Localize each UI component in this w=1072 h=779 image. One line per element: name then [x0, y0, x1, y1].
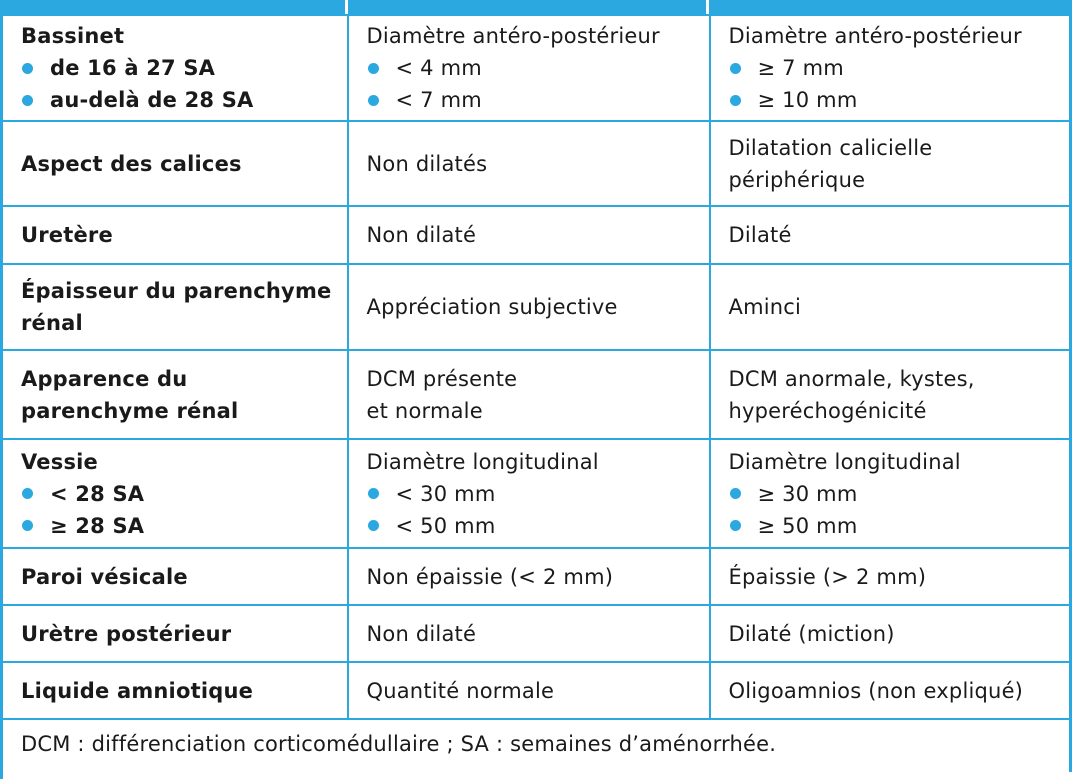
abnormal-cell: [710, 121, 1072, 206]
bullet-dot-icon: [368, 520, 379, 531]
bullet-dot-icon: [368, 63, 379, 74]
row-label-cell: [2, 121, 348, 206]
normal-cell: [348, 206, 710, 264]
table-row: [2, 605, 1072, 662]
bullet-dot-icon: [368, 95, 379, 106]
bullet-item: ≥ 10 mm: [729, 84, 1072, 116]
normal-cell: [348, 15, 710, 121]
bullet-dot-icon: [368, 488, 379, 499]
row-label-cell: [2, 264, 348, 350]
row-label: Bassinet: [21, 20, 347, 52]
row-label: Épaisseur du parenchyme: [21, 275, 347, 307]
row-label: Aspect des calices: [21, 148, 347, 180]
cell-text: Non dilaté: [367, 618, 709, 650]
row-label-cell: [2, 605, 348, 662]
bullet-dot-icon: [730, 63, 741, 74]
bullet-item: ≥ 7 mm: [729, 52, 1072, 84]
table-row: [2, 121, 1072, 206]
footnote-cell: [2, 719, 1072, 779]
abnormal-cell: [710, 15, 1072, 121]
normal-cell: [348, 121, 710, 206]
normal-cell: [348, 350, 710, 439]
abnormal-cell: [710, 548, 1072, 605]
abnormal-cell: [710, 439, 1072, 548]
cell-text: DCM anormale, kystes,: [729, 363, 1072, 395]
header-divider: [706, 0, 709, 15]
cell-text: Épaissie (> 2 mm): [729, 561, 1072, 593]
bullet-dot-icon: [22, 520, 33, 531]
bullet-item: < 50 mm: [367, 510, 709, 542]
header-divider: [345, 0, 348, 15]
bullet-dot-icon: [730, 520, 741, 531]
cell-text: Quantité normale: [367, 675, 709, 707]
row-label-cell: [2, 350, 348, 439]
abnormal-cell: [710, 605, 1072, 662]
abnormal-cell: [710, 662, 1072, 719]
table-row: [2, 15, 1072, 121]
bullet-item: ≥ 50 mm: [729, 510, 1072, 542]
cell-text: Non épaissie (< 2 mm): [367, 561, 709, 593]
table-row: [2, 350, 1072, 439]
cell-text: Dilaté (miction): [729, 618, 1072, 650]
abnormal-cell: [710, 206, 1072, 264]
table-row: [2, 264, 1072, 350]
cell-text: Aminci: [729, 291, 1072, 323]
bullet-dot-icon: [730, 488, 741, 499]
row-label-cell: [2, 206, 348, 264]
table-row: [2, 206, 1072, 264]
row-label: parenchyme rénal: [21, 395, 347, 427]
bullet-item: < 30 mm: [367, 478, 709, 510]
row-label-cell: [2, 439, 348, 548]
abnormal-cell: [710, 350, 1072, 439]
bullet-item: au-delà de 28 SA: [21, 84, 347, 116]
row-label: Paroi vésicale: [21, 561, 347, 593]
normal-cell: [348, 605, 710, 662]
table-row: [2, 439, 1072, 548]
normal-cell: [348, 439, 710, 548]
cell-text: Appréciation subjective: [367, 291, 709, 323]
bullet-dot-icon: [22, 488, 33, 499]
row-label: Liquide amniotique: [21, 675, 347, 707]
cell-text: Dilatation calicielle: [729, 132, 1072, 164]
bullet-item: de 16 à 27 SA: [21, 52, 347, 84]
bullet-dot-icon: [22, 95, 33, 106]
row-label: rénal: [21, 307, 347, 339]
abnormal-cell: [710, 264, 1072, 350]
cell-text: Diamètre longitudinal: [367, 446, 709, 478]
row-label: Urètre postérieur: [21, 618, 347, 650]
cell-text: hyperéchogénicité: [729, 395, 1072, 427]
table-row: [2, 662, 1072, 719]
cell-text: Diamètre antéro-postérieur: [729, 20, 1072, 52]
normal-cell: [348, 662, 710, 719]
bullet-item: < 28 SA: [21, 478, 347, 510]
cell-text: Diamètre longitudinal: [729, 446, 1072, 478]
normal-cell: [348, 548, 710, 605]
footnote-row: [2, 719, 1072, 779]
criteria-table: [0, 14, 1072, 779]
table-row: [2, 548, 1072, 605]
cell-text: Oligoamnios (non expliqué): [729, 675, 1072, 707]
bullet-item: ≥ 30 mm: [729, 478, 1072, 510]
bullet-dot-icon: [730, 95, 741, 106]
row-label-cell: [2, 548, 348, 605]
table-header-band: [0, 0, 1072, 15]
bullet-item: < 4 mm: [367, 52, 709, 84]
row-label: Vessie: [21, 446, 347, 478]
bullet-item: ≥ 28 SA: [21, 510, 347, 542]
row-label: Uretère: [21, 219, 347, 251]
cell-text: Non dilatés: [367, 148, 709, 180]
footnote: DCM : différenciation corticomédullaire ; SA : semaines d’aménorrhée.: [21, 728, 1072, 760]
cell-text: DCM présente: [367, 363, 709, 395]
row-label-cell: [2, 15, 348, 121]
cell-text: et normale: [367, 395, 709, 427]
cell-text: Diamètre antéro-postérieur: [367, 20, 709, 52]
bullet-dot-icon: [22, 63, 33, 74]
bullet-item: < 7 mm: [367, 84, 709, 116]
cell-text: périphérique: [729, 164, 1072, 196]
normal-cell: [348, 264, 710, 350]
cell-text: Dilaté: [729, 219, 1072, 251]
row-label: Apparence du: [21, 363, 347, 395]
cell-text: Non dilaté: [367, 219, 709, 251]
row-label-cell: [2, 662, 348, 719]
